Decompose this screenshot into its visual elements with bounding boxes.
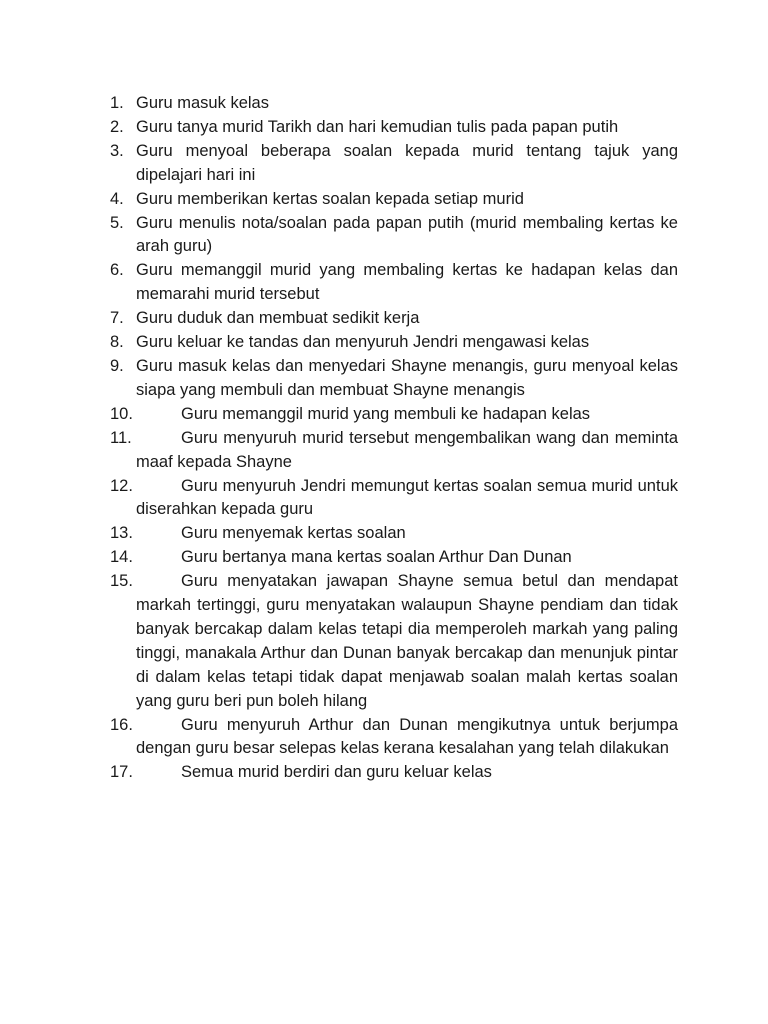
list-item (110, 475, 678, 523)
item-text: Guru bertanya mana kertas soalan Arthur Dan Dunan (181, 548, 572, 567)
item-number: 8. (110, 333, 124, 352)
item-text: Guru menyoal beberapa soalan kepada murid tentang tajuk yang dipelajari hari ini (136, 141, 678, 184)
item-number: 3. (110, 141, 124, 160)
item-number: 13. (110, 524, 133, 543)
item-number: 9. (110, 356, 124, 375)
item-number: 5. (110, 213, 124, 232)
item-text: Semua murid berdiri dan guru keluar kelas (181, 763, 492, 782)
item-number: 2. (110, 117, 124, 136)
item-text: Guru menulis nota/soalan pada papan putih (murid membaling kertas ke arah guru) (136, 213, 678, 256)
list-item (110, 92, 678, 116)
item-number: 11. (110, 428, 132, 447)
list-item (110, 116, 678, 140)
item-number: 16. (110, 715, 133, 734)
item-text: Guru menyemak kertas soalan (181, 524, 406, 543)
list-item (110, 570, 678, 713)
item-number: 12. (110, 476, 133, 495)
list-item (110, 307, 678, 331)
list-item (110, 714, 678, 762)
list-item (110, 140, 678, 188)
list-item (110, 259, 678, 307)
list-item (110, 188, 678, 212)
item-text: Guru menyuruh Arthur dan Dunan mengikutnya untuk berjumpa dengan guru besar selepas kelas kerana kesalahan yang telah dilakukan (136, 715, 678, 758)
item-text: Guru menyuruh murid tersebut mengembalikan wang dan meminta maaf kepada Shayne (136, 428, 678, 471)
item-number: 10. (110, 404, 133, 423)
list-item (110, 546, 678, 570)
item-text: Guru memberikan kertas soalan kepada setiap murid (136, 189, 524, 208)
item-text: Guru memanggil murid yang membaling kertas ke hadapan kelas dan memarahi murid tersebut (136, 261, 678, 304)
list-item (110, 761, 678, 785)
list-item (110, 522, 678, 546)
item-text: Guru memanggil murid yang membuli ke hadapan kelas (181, 404, 591, 423)
item-text: Guru duduk dan membuat sedikit kerja (136, 309, 420, 328)
item-text: Guru masuk kelas (136, 94, 269, 112)
item-number: 4. (110, 189, 124, 208)
list-item (110, 212, 678, 260)
item-number: 1. (110, 94, 124, 112)
item-text: Guru masuk kelas dan menyedari Shayne menangis, guru menyoal kelas siapa yang membuli dan membuat Shayne menangis (136, 356, 678, 399)
numbered-list (110, 92, 678, 785)
list-item (110, 427, 678, 475)
item-number: 17. (110, 763, 133, 782)
item-number: 14. (110, 548, 133, 567)
list-item (110, 403, 678, 427)
item-text: Guru menyuruh Jendri memungut kertas soalan semua murid untuk diserahkan kepada guru (136, 476, 678, 519)
item-number: 7. (110, 309, 124, 328)
item-text: Guru tanya murid Tarikh dan hari kemudian tulis pada papan putih (136, 117, 619, 136)
list-item (110, 355, 678, 403)
item-text: Guru keluar ke tandas dan menyuruh Jendri mengawasi kelas (136, 333, 590, 352)
item-number: 6. (110, 261, 124, 280)
item-number: 15. (110, 572, 133, 591)
list-item (110, 331, 678, 355)
item-text: Guru menyatakan jawapan Shayne semua betul dan mendapat markah tertinggi, guru menyatakan walaupun Shayne pendiam dan tidak banyak bercakap dalam kelas tetapi dia memperoleh markah yang paling tinggi, manakala Arthur dan Dunan banyak bercakap dan menunjuk pintar di dalam kelas tetapi tidak dapat menjawab soalan malah kertas soalan yang guru beri pun boleh hilang (136, 572, 678, 710)
